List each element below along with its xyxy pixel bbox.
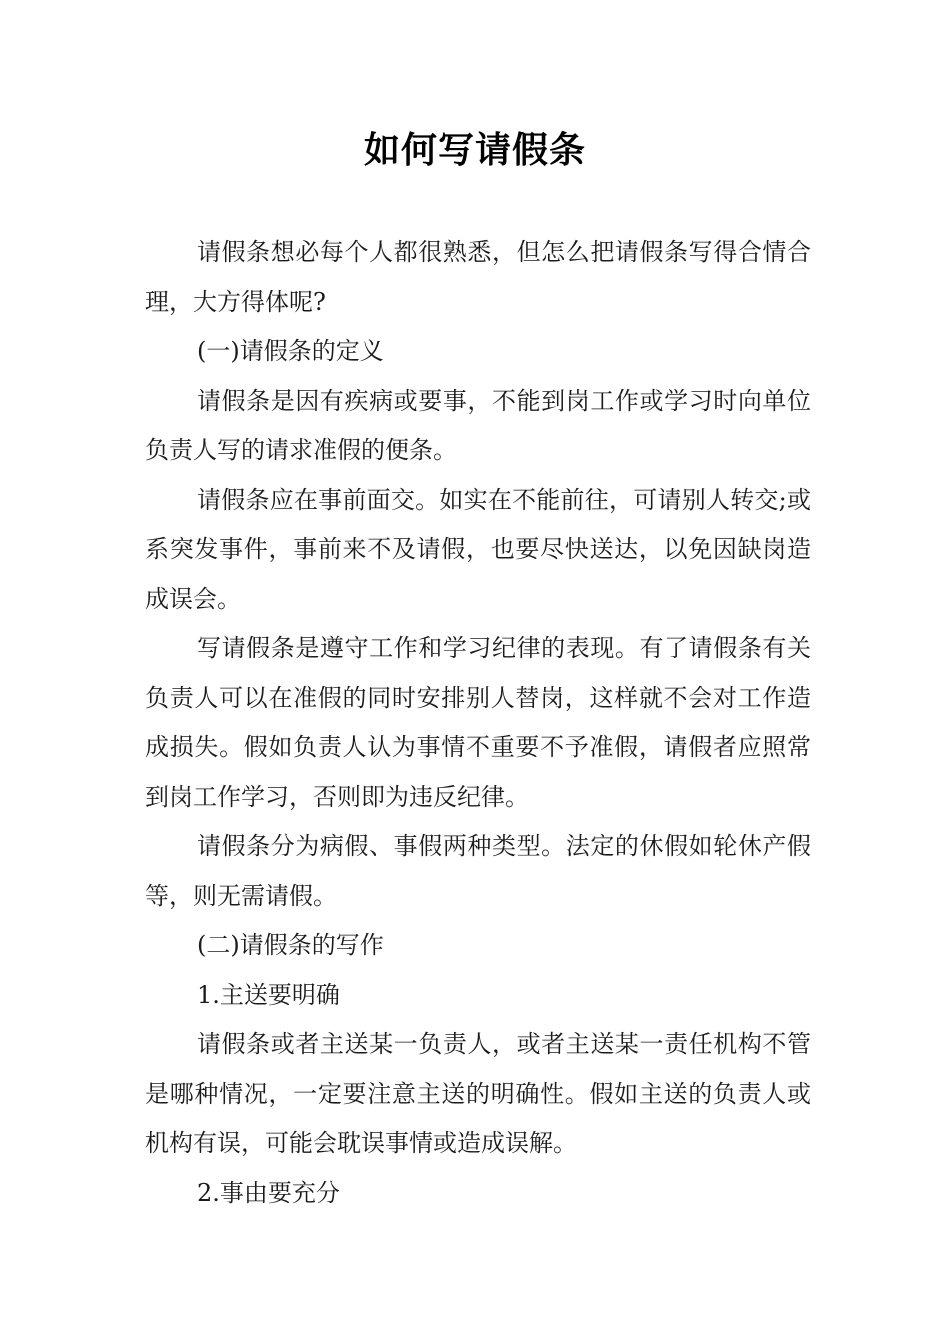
subheading-reason: 2.事由要充分 <box>197 1178 340 1207</box>
types-paragraph: 请假条分为病假、事假两种类型。法定的休假如轮休产假等，则无需请假。 <box>145 832 811 910</box>
recipient-paragraph: 请假条或者主送某一负责人，或者主送某一责任机构不管是哪种情况，一定要注意主送的明确性。假如主送的负责人或机构有误，可能会耽误事情或造成误解。 <box>145 1030 811 1157</box>
document-body <box>145 228 811 1218</box>
section-heading-writing: (二)请假条的写作 <box>197 931 384 959</box>
intro-paragraph: 请假条想必每个人都很熟悉，但怎么把请假条写得合情合理，大方得体呢? <box>145 238 811 316</box>
definition-paragraph: 请假条是因有疾病或要事，不能到岗工作或学习时向单位负责人写的请求准假的便条。 <box>145 386 811 464</box>
submission-paragraph: 请假条应在事前面交。如实在不能前往，可请别人转交;或系突发事件，事前来不及请假，也要尽快送达，以免因缺岗造成误会。 <box>145 485 811 613</box>
discipline-paragraph: 写请假条是遵守工作和学习纪律的表现。有了请假条有关负责人可以在准假的同时安排别人替岗，这样就不会对工作造成损失。假如负责人认为事情不重要不予准假，请假者应照常到岗工作学习，否则即为违反纪律。 <box>145 634 811 811</box>
document-title: 如何写请假条 <box>363 129 586 171</box>
section-heading-definition: (一)请假条的定义 <box>197 337 384 365</box>
subheading-recipient: 1.主送要明确 <box>197 980 340 1009</box>
